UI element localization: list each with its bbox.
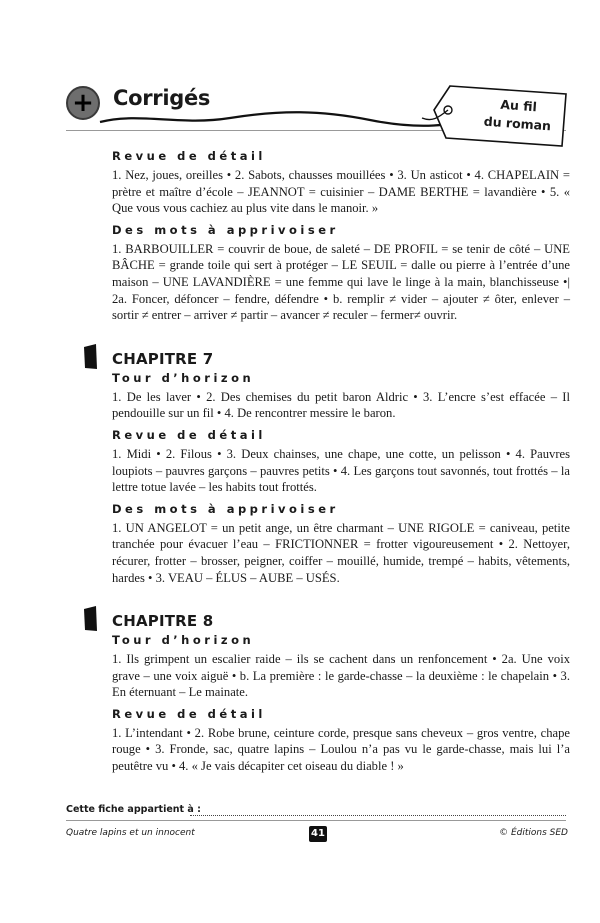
tag-label (477, 94, 559, 135)
chapter-marker-icon (82, 606, 98, 632)
owner-name-field[interactable] (190, 815, 566, 816)
tag-line-2: du roman (483, 113, 552, 134)
corriges-logo (66, 86, 100, 120)
intro-mots-text: 1. BARBOUILLER = couvrir de boue, de saleté – DE PROFIL = se tenir de côté – UNE BÂCHE = grande toile qui sert à protéger – LE SEUIL = dalle ou pierre à l’entrée d’une maison – UNE LAVANDIÈRE = une femme qui lave le linge à la main, blanchisseuse •| 2a. Foncer, défoncer – fendre, défendre • b. remplir ≠ vider – ajouter ≠ ôter, enlever – sortir ≠ entrer – arriver ≠ partir – avancer ≠ reculer – fermer≠ ouvrir. (112, 241, 570, 323)
ch7-revue-text: 1. Midi • 2. Filous • 3. Deux chainses, une chape, une cotte, un pelisson • 4. Pauvres loupiots – pauvres garçons – pauvres petits • 4. Les garçons tout savonnés, tout frottés – la lettre totue lavée – les habits tout frottés. (112, 446, 570, 495)
ch7-tour-text: 1. De les laver • 2. Des chemises du petit baron Aldric • 3. L’encre s’est effacée – Il pendouille sur un fil • 4. De rencontrer messire le baron. (112, 389, 570, 421)
page-title: Corrigés (113, 86, 211, 110)
ch8-tour-heading: Tour d’horizon (112, 633, 255, 648)
intro-revue-text: 1. Nez, joues, oreilles • 2. Sabots, chausses mouillées • 3. Un asticot • 4. CHAPELAIN = prètre et maître d’école – JEANNOT = cuisinier – DAME BERTHE = lavandière • 5. « Que vous vous cachiez au plus vite dans le manoir. » (112, 168, 570, 216)
chapitre-7-heading (112, 350, 570, 368)
footer-divider (66, 820, 566, 821)
ch7-mots-heading: Des mots à apprivoiser (112, 501, 339, 516)
ch7-mots-text: 1. UN ANGELOT = un petit ange, un être charmant – UNE RIGOLE = caniveau, petite tranchée pour évacuer l’eau – FRICTIONNER = frotter vigoureusement • 2. Nettoyer, récurer, frotter – brosser, peigner, coiffer – mouillé, humide, trempé – habits, vêtements, hardes • 3. VEAU – ÉLUS – AUBE – USÉS. (112, 520, 570, 585)
ch7-revue-heading: Revue de détail (112, 427, 266, 442)
chapitre-7-title: CHAPITRE 7 (112, 349, 214, 368)
ch7-tour-heading: Tour d’horizon (112, 370, 255, 385)
ch8-tour-text: 1. Ils grimpent un escalier raide – ils se cachent dans un renfoncement • 2a. Une voix grave – une voix aiguë • b. La première : le garde-chasse – la deuxième : le chapelain • 3. En éternuant – Le mainate. (112, 652, 570, 700)
chapitre-8-heading (112, 612, 570, 630)
intro-mots-heading: Des mots à apprivoiser (112, 222, 339, 237)
plus-icon: + (72, 88, 94, 118)
ch8-revue-text: 1. L’intendant • 2. Robe brune, ceinture corde, presque sans cheveux – gros ventre, chape rouge • 3. Fronde, sac, quatre lapins – Loulou n’a pas vu le garde-chasse, mais lui l’a peutêtre vu • 4. « Je vais décapiter cet oiseau du diable ! » (112, 725, 570, 774)
book-title: Quatre lapins et un innocent (66, 828, 195, 838)
ch8-revue-heading: Revue de détail (112, 706, 266, 721)
tag-line-1: Au fil (499, 96, 538, 115)
owner-line (66, 804, 566, 815)
publisher: © Éditions SED (499, 828, 568, 838)
chapitre-8-title: CHAPITRE 8 (112, 612, 214, 631)
intro-revue-heading: Revue de détail (112, 149, 266, 163)
owner-label: Cette fiche appartient à : (66, 804, 201, 815)
answers-content (112, 149, 570, 781)
page-number: 41 (309, 826, 327, 842)
chapter-marker-icon (82, 344, 98, 370)
